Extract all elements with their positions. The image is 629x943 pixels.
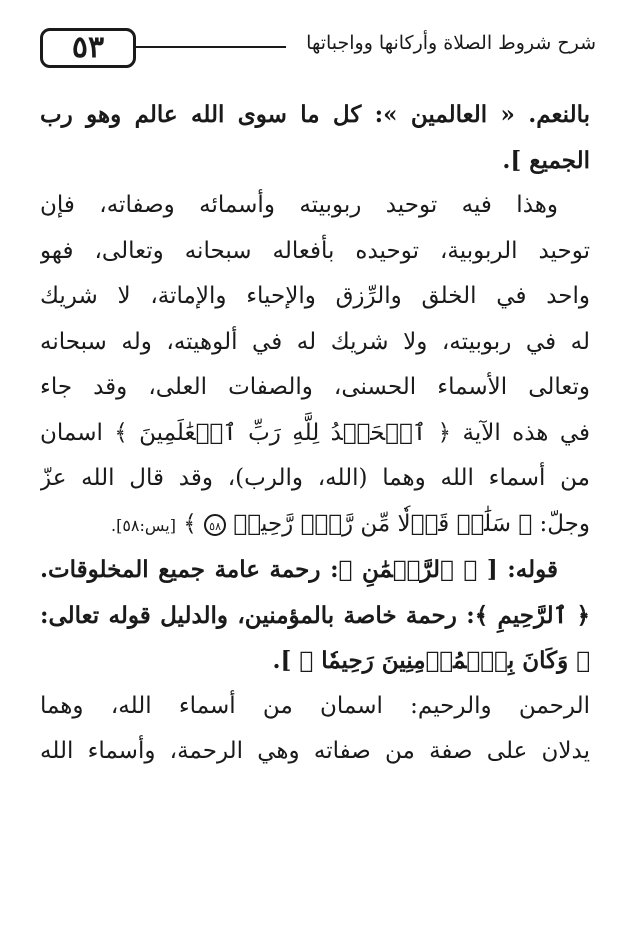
header-rule <box>136 46 286 48</box>
text-line: له في ربوبيته، ولا شريك له في ألوهيته، وله سبحانه <box>40 328 590 355</box>
verse-reference: [يس:٥٨]. <box>110 515 176 535</box>
text-line: ﴿ وَكَانَ بِٱلۡمُؤۡمِنِينَ رَحِيمٗا ﴾ ]. <box>272 647 590 674</box>
text-line: بالنعم. « العالمين »: كل ما سوى الله عالم وهو رب <box>40 101 590 128</box>
text-line: وتعالى الأسماء الحسنى، والصفات العلى، وقد جاء <box>40 374 590 400</box>
text-line: في هذه الآية ﴿ ٱلۡحَمۡدُ لِلَّهِ رَبِّ ٱلۡعَٰلَمِينَ ﴾ اسمان <box>40 419 590 446</box>
page-body <box>40 92 590 775</box>
text-line: وهذا فيه توحيد ربوبيته وأسمائه وصفاته، فإن <box>40 192 558 218</box>
verse-text: وجلّ: ﴿ سَلَٰمٞ قَوۡلٗا مِّن رَّبّٖ رَّحِيمٖ <box>233 510 590 537</box>
text-line: الرحمن والرحيم: اسمان من أسماء الله، وهما <box>40 692 590 719</box>
text-line: واحد في الخلق والرِّزق والإحياء والإماتة، لا شريك <box>40 283 590 309</box>
text-line: توحيد الربوبية، توحيده بأفعاله سبحانه وتعالى، فهو <box>40 237 590 264</box>
running-title: شرح شروط الصلاة وأركانها وواجباتها <box>306 32 596 54</box>
text-line: الجميع ]. <box>502 146 590 174</box>
text-line-with-verse <box>40 502 590 548</box>
page-header <box>30 22 602 78</box>
text-line: ﴿ ٱلرَّحِيمِ ﴾: رحمة خاصة بالمؤمنين، والدليل قوله تعالى: <box>40 601 590 629</box>
text-line: يدلان على صفة من صفاته وهي الرحمة، وأسماء الله <box>40 738 590 764</box>
page-number: ٥٣ <box>40 28 136 68</box>
verse-close: ﴾ <box>183 510 197 537</box>
verse-number-marker: ٥٨ <box>204 514 226 536</box>
text-line: قوله: [ ﴿ ٱلرَّحۡمَٰنِ ﴾: رحمة عامة جميع المخلوقات. <box>40 556 558 583</box>
text-line: من أسماء الله وهما (الله، والرب)، وقد قال الله عزّ <box>40 465 590 491</box>
